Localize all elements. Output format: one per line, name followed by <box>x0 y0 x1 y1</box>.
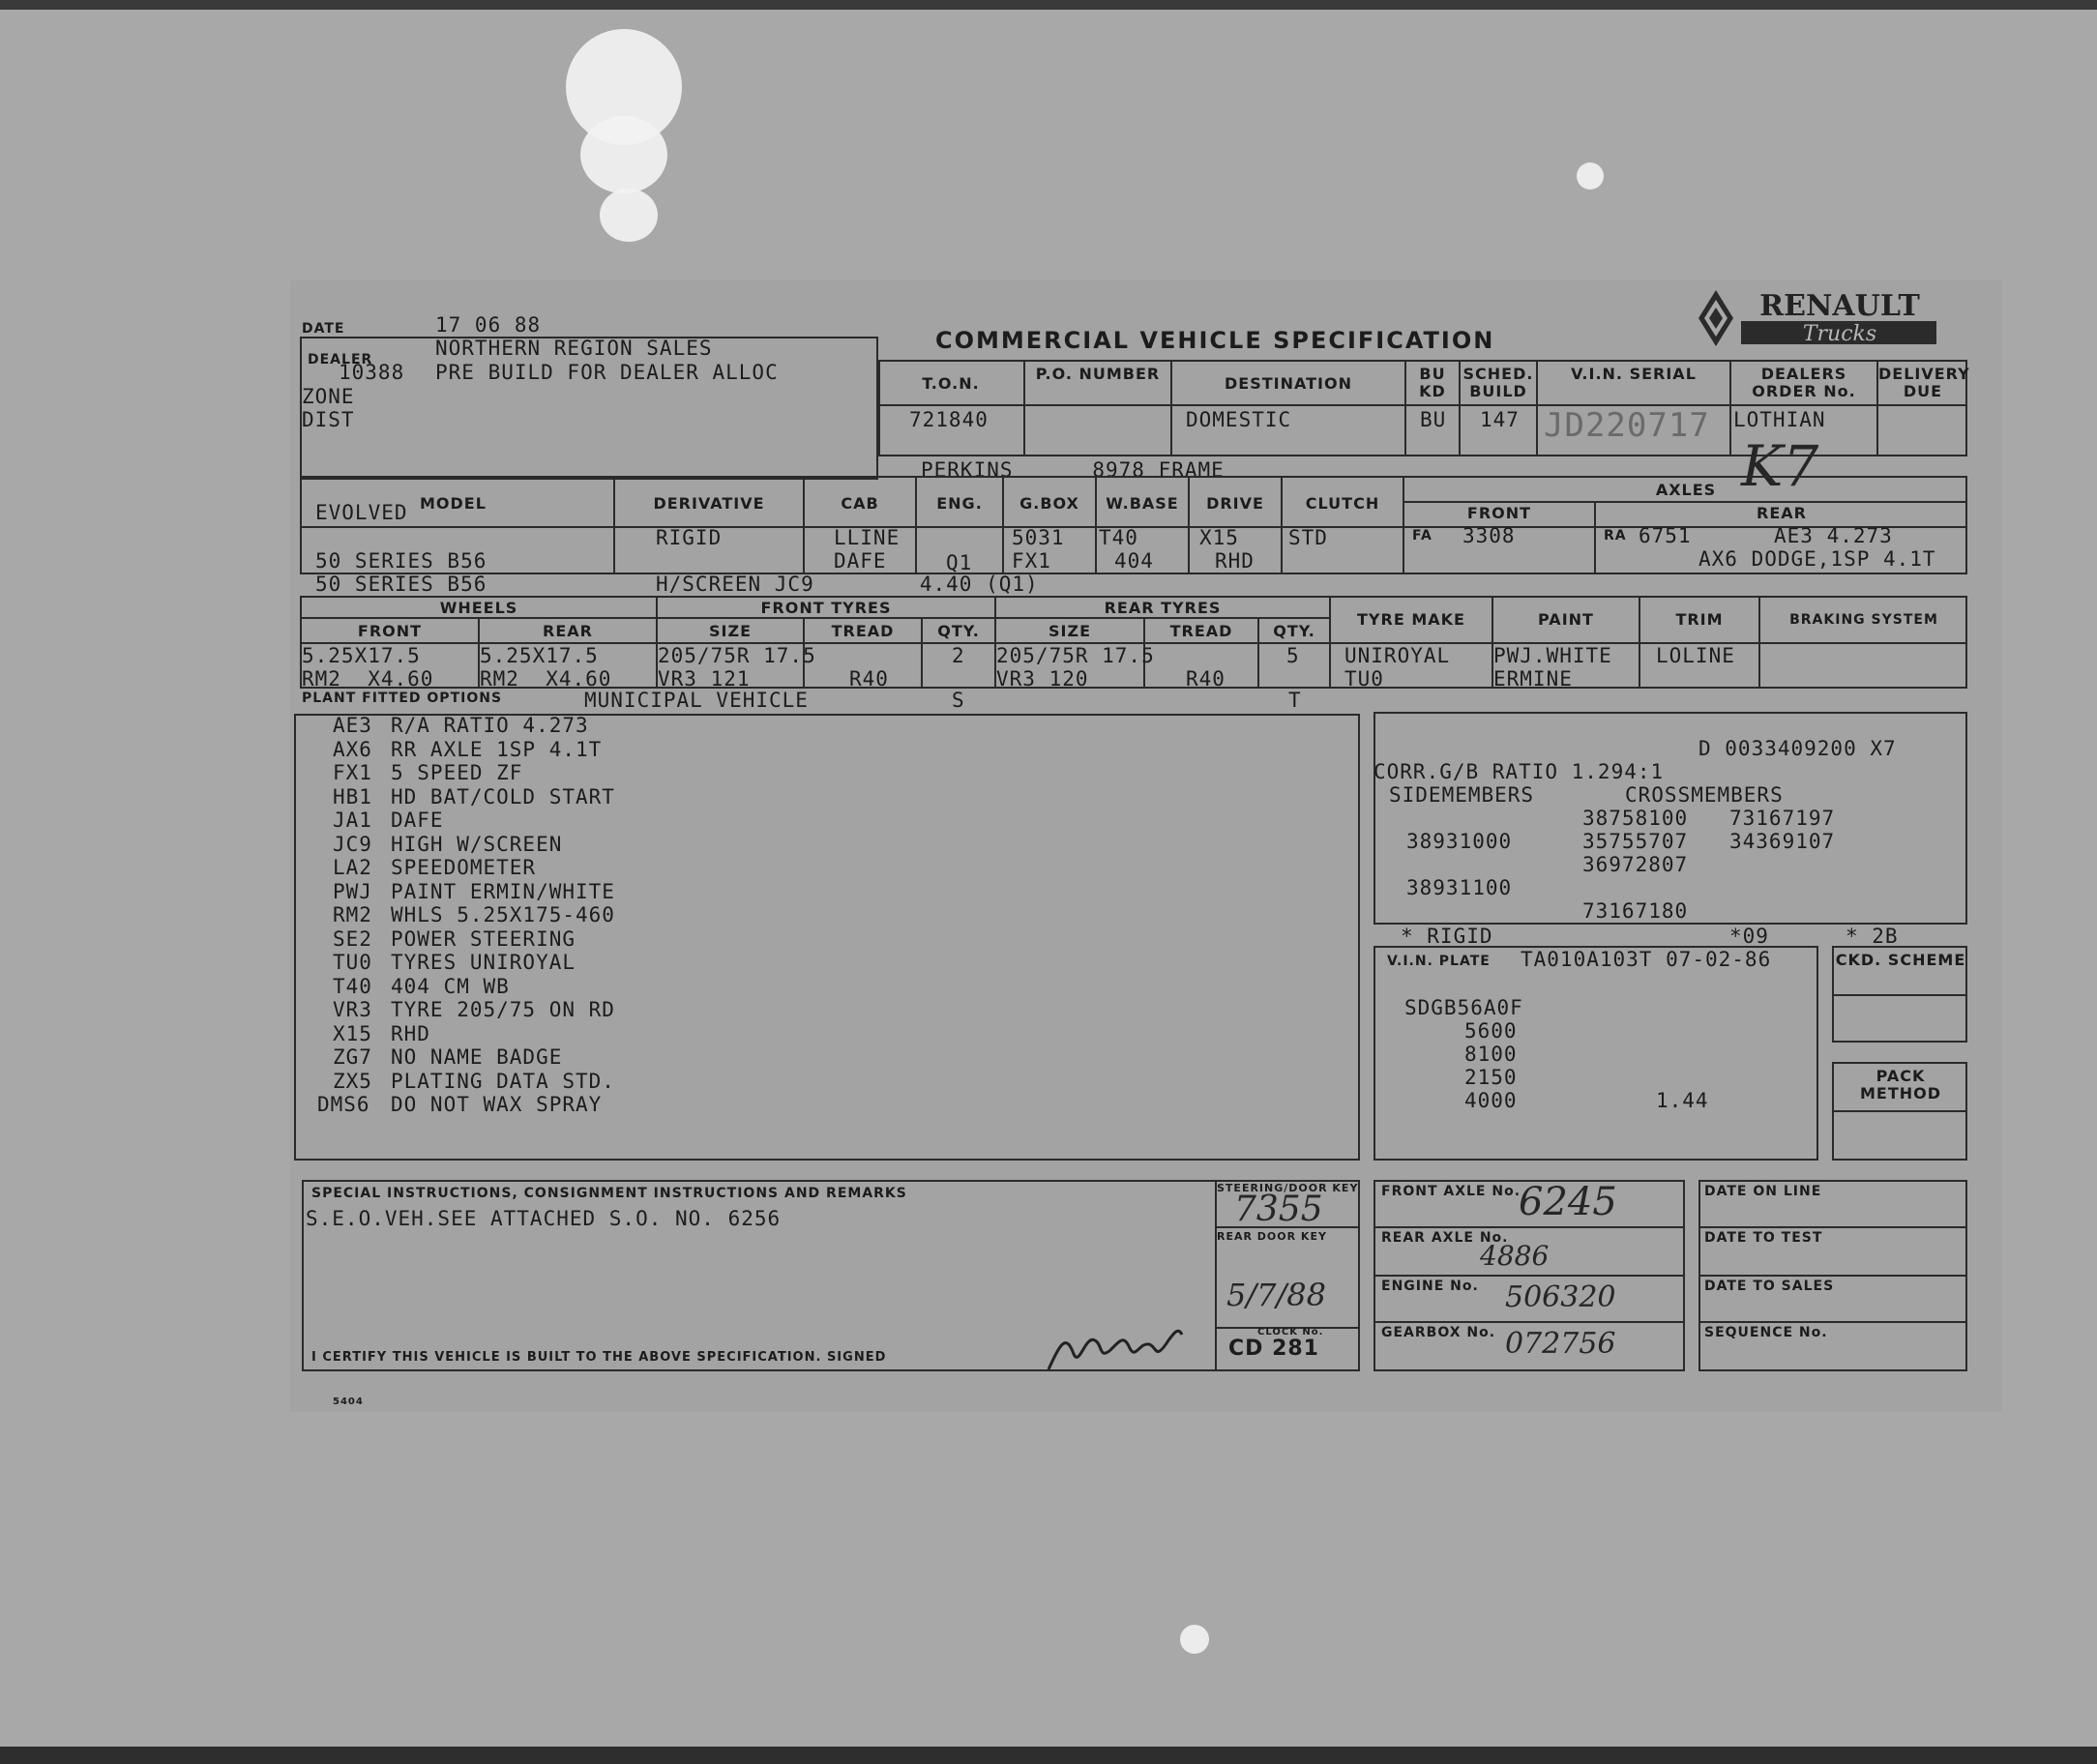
front-tyres-header: FRONT TYRES <box>760 599 892 617</box>
eng-value: Q1 <box>946 551 973 574</box>
rt-tread-header: TREAD <box>1169 622 1233 640</box>
fa-label: FA <box>1412 528 1432 544</box>
rear-axle-no-header: REAR AXLE No. <box>1381 1230 1509 1246</box>
crossmember-2: 73167197 <box>1729 807 1836 830</box>
derivative-header: DERIVATIVE <box>653 494 765 513</box>
tyre-make-header: TYRE MAKE <box>1357 610 1465 629</box>
rigid-mark: * RIGID <box>1401 925 1493 948</box>
vin-header: V.I.N. SERIAL <box>1571 365 1697 383</box>
option-description: TYRE 205/75 ON RD <box>391 998 615 1021</box>
ra-label: RA <box>1604 528 1627 544</box>
stain <box>1577 162 1604 190</box>
front-axle-no-value: 6245 <box>1519 1180 1617 1224</box>
sidemembers-header: SIDEMEMBERS <box>1389 783 1535 807</box>
stain <box>600 189 658 242</box>
option-description: DAFE <box>391 808 444 832</box>
dates-line <box>1698 1275 1967 1277</box>
date-to-test-header: DATE TO TEST <box>1704 1230 1823 1246</box>
sequence-no-header: SEQUENCE No. <box>1704 1325 1828 1340</box>
option-code: VR3 <box>333 998 372 1021</box>
option-code: AX6 <box>333 737 372 761</box>
col-line <box>803 476 805 574</box>
date-on-line-header: DATE ON LINE <box>1704 1184 1822 1199</box>
paint-header: PAINT <box>1538 610 1594 629</box>
option-code: TU0 <box>333 951 372 974</box>
option-description: WHLS 5.25X175-460 <box>391 903 615 926</box>
wheel-rear-header: REAR <box>543 622 593 640</box>
gbox-line2: FX1 <box>1012 549 1051 573</box>
steering-key-value: 7355 <box>1234 1190 1323 1229</box>
handwritten-annotation: K7 <box>1741 433 1819 499</box>
hscreen-line: H/SCREEN JC9 4.40 (Q1) <box>656 573 1039 596</box>
special-instructions-header: SPECIAL INSTRUCTIONS, CONSIGNMENT INSTRUCTIONS AND REMARKS <box>311 1186 907 1201</box>
trim-value: LOLINE <box>1656 644 1735 667</box>
po-header: P.O. NUMBER <box>1035 365 1161 383</box>
option-description: HIGH W/SCREEN <box>391 832 563 856</box>
axles-header: AXLES <box>1655 481 1717 499</box>
crossmember-6: 73167180 <box>1582 899 1689 923</box>
plate-ratio: 1.44 <box>1656 1089 1709 1112</box>
corr-ratio: CORR.G/B RATIO 1.294:1 <box>1373 760 1665 783</box>
drive-header: DRIVE <box>1206 494 1264 513</box>
order-header-line <box>878 404 1967 406</box>
dealers-order-value: LOTHIAN <box>1733 408 1826 431</box>
page-edge-top <box>0 0 2097 10</box>
date-to-sales-header: DATE TO SALES <box>1704 1279 1835 1294</box>
plate-weight-3: 2150 <box>1464 1066 1518 1089</box>
special-instructions-text: S.E.O.VEH.SEE ATTACHED S.O. NO. 6256 <box>306 1207 782 1230</box>
crossmember-5: 36972807 <box>1582 853 1689 876</box>
vin-plate-label: V.I.N. PLATE <box>1387 954 1491 969</box>
renault-diamond-icon <box>1698 290 1733 346</box>
rt-size-line1: 205/75R 17.5 <box>996 644 1155 667</box>
ft-qty-header: QTY. <box>937 622 980 640</box>
gbox-line1: 5031 <box>1012 526 1065 549</box>
tyre-make-line2: TU0 <box>1344 667 1384 691</box>
option-description: PLATING DATA STD. <box>391 1069 615 1093</box>
option-code: ZX5 <box>333 1069 372 1093</box>
plate-weight-1: 5600 <box>1464 1019 1518 1043</box>
vin-plate-code: SDGB56A0F <box>1404 996 1523 1019</box>
wheel-front-line2: RM2 X4.60 <box>302 667 434 691</box>
pack-method-header: PACK METHOD <box>1859 1067 1942 1102</box>
comp-line <box>1373 1226 1685 1228</box>
option-description: HD BAT/COLD START <box>391 784 615 808</box>
drive-line2: RHD <box>1215 549 1255 573</box>
rt-size-header: SIZE <box>1048 622 1091 640</box>
dealer-label: DEALER <box>308 352 373 368</box>
wheels-header: WHEELS <box>439 599 518 617</box>
svg-text:Trucks: Trucks <box>1802 322 1877 346</box>
star-2b: * 2B <box>1846 925 1899 948</box>
steering-key-header: STEERING/DOOR KEY <box>1217 1182 1359 1194</box>
clock-no-header: CLOCK No. <box>1257 1327 1324 1338</box>
sched-header: SCHED. BUILD <box>1462 365 1534 400</box>
engine-frame-line: PERKINS 8978 FRAME <box>921 458 1225 482</box>
option-description: NO NAME BADGE <box>391 1045 563 1069</box>
model-prefix: EVOLVED <box>315 501 408 524</box>
s-mark: S <box>952 689 965 712</box>
wheel-front-line1: 5.25X17.5 <box>302 644 421 667</box>
option-code: X15 <box>333 1021 372 1045</box>
option-description: 5 SPEED ZF <box>391 761 523 784</box>
cab-line2: DAFE <box>834 549 887 573</box>
sidemember-2: 38931100 <box>1406 876 1513 899</box>
front-axle-header: FRONT <box>1466 504 1532 522</box>
rear-axle-no-value: 4886 <box>1480 1240 1550 1272</box>
option-code: FX1 <box>333 761 372 784</box>
option-code: SE2 <box>333 926 372 951</box>
bukd-value: BU <box>1420 408 1447 431</box>
option-code: AE3 <box>333 714 372 737</box>
municipal-line: MUNICIPAL VEHICLE <box>584 689 809 712</box>
ae3-value: AE3 4.273 <box>1774 524 1893 547</box>
crossmember-1: 38758100 <box>1582 807 1689 830</box>
crossmember-4: 34369107 <box>1729 830 1836 853</box>
destination-header: DESTINATION <box>1225 374 1352 393</box>
zone-label: ZONE <box>302 385 355 408</box>
option-code: PWJ <box>333 879 372 903</box>
front-axle-no-header: FRONT AXLE No. <box>1381 1184 1521 1199</box>
handwritten-date: 5/7/88 <box>1226 1277 1326 1313</box>
col-line <box>1758 596 1760 689</box>
form-number: 5404 <box>333 1396 364 1407</box>
dates-line <box>1698 1321 1967 1323</box>
trim-header: TRIM <box>1675 610 1724 629</box>
option-description: PAINT ERMIN/WHITE <box>391 879 615 903</box>
ax6-value: AX6 DODGE,1SP 4.1T <box>1698 547 1936 571</box>
dealer-code: 10388 <box>339 361 405 384</box>
rear-tyres-header: REAR TYRES <box>1104 599 1222 617</box>
form-title: COMMERCIAL VEHICLE SPECIFICATION <box>935 327 1495 354</box>
option-description: POWER STEERING <box>391 926 576 951</box>
col-line <box>1188 476 1190 574</box>
plant-options-header: PLANT FITTED OPTIONS <box>302 691 503 706</box>
ckd-scheme-header: CKD. SCHEME <box>1835 951 1966 969</box>
rear-axle-header: REAR <box>1757 504 1807 522</box>
option-code: JA1 <box>333 808 372 832</box>
date-label: DATE <box>302 321 345 337</box>
vin-plate-value: TA010A103T 07-02-86 <box>1521 948 1772 971</box>
cab-header: CAB <box>841 494 879 513</box>
vin-serial-value: JD220717 <box>1544 406 1710 445</box>
t-mark: T <box>1288 689 1302 712</box>
wheel-rear-line1: 5.25X17.5 <box>480 644 599 667</box>
engine-no-header: ENGINE No. <box>1381 1279 1479 1294</box>
gearbox-no-value: 072756 <box>1505 1327 1616 1361</box>
ft-tread-header: TREAD <box>831 622 895 640</box>
cab-line1: LLINE <box>834 526 901 549</box>
rt-size-line2: VR3 120 <box>996 667 1089 691</box>
braking-header: BRAKING SYSTEM <box>1789 612 1938 628</box>
option-description: 404 CM WB <box>391 974 510 998</box>
wbase-header: W.BASE <box>1106 494 1179 513</box>
option-code: DMS6 <box>317 1093 370 1116</box>
eng-header: ENG. <box>936 494 983 513</box>
plate-weight-2: 8100 <box>1464 1043 1518 1066</box>
wbase-line2: 404 <box>1114 549 1154 573</box>
certify-text: I CERTIFY THIS VEHICLE IS BUILT TO THE ABOVE SPECIFICATION. SIGNED <box>311 1350 887 1365</box>
option-description: SPEEDOMETER <box>391 856 537 879</box>
dealers-order-header: DEALERS ORDER No. <box>1752 365 1856 400</box>
crossmembers-header: CROSSMEMBERS <box>1625 783 1784 807</box>
comp-line <box>1373 1275 1685 1277</box>
rt-qty-header: QTY. <box>1273 622 1315 640</box>
option-code: JC9 <box>333 832 372 856</box>
bukd-header: BU KD <box>1419 365 1446 400</box>
crossmember-3: 35755707 <box>1582 830 1689 853</box>
ckd-line <box>1832 994 1967 996</box>
vin-plate-box <box>1373 946 1818 1161</box>
option-description: DO NOT WAX SPRAY <box>391 1093 603 1116</box>
axles-sub-line <box>1403 501 1967 503</box>
engine-no-value: 506320 <box>1505 1280 1616 1314</box>
col-line <box>1281 476 1283 574</box>
dealer-name: NORTHERN REGION SALES <box>435 337 713 360</box>
col-line <box>915 476 917 574</box>
stain <box>1180 1625 1209 1654</box>
renault-trucks-logo <box>1698 288 1940 348</box>
delivery-header: DELIVERY DUE <box>1878 365 1970 400</box>
ft-size-line1: 205/75R 17.5 <box>658 644 816 667</box>
option-description: RHD <box>391 1021 430 1045</box>
col-line <box>1329 596 1331 689</box>
col-line <box>1170 360 1172 456</box>
clutch-value: STD <box>1288 526 1328 549</box>
sidemember-1: 38931000 <box>1406 830 1513 853</box>
ton-value: 721840 <box>909 408 989 431</box>
wheels-sub-line <box>300 617 1329 619</box>
option-description: RR AXLE 1SP 4.1T <box>391 737 603 761</box>
tyre-make-line1: UNIROYAL <box>1344 644 1451 667</box>
ft-tread-value: R40 <box>849 667 889 691</box>
wbase-line1: T40 <box>1099 526 1138 549</box>
ton-header: T.O.N. <box>922 374 980 393</box>
clock-no-value: CD 281 <box>1228 1337 1319 1361</box>
page-edge-bottom <box>0 1747 2097 1764</box>
date-value: 17 06 88 <box>435 313 542 337</box>
paint-line1: PWJ.WHITE <box>1493 644 1612 667</box>
destination-value: DOMESTIC <box>1186 408 1292 431</box>
paint-line2: ERMINE <box>1493 667 1573 691</box>
derivative-value: RIGID <box>656 526 723 549</box>
option-code: ZG7 <box>333 1045 372 1069</box>
clutch-header: CLUTCH <box>1305 494 1380 513</box>
model-header: MODEL <box>420 494 487 513</box>
option-code: RM2 <box>333 903 372 926</box>
option-code: LA2 <box>333 856 372 879</box>
col-line <box>1095 476 1097 574</box>
model-line2: 50 SERIES B56 <box>315 573 487 596</box>
gearbox-no-header: GEARBOX No. <box>1381 1325 1496 1340</box>
gbox-header: G.BOX <box>1019 494 1079 513</box>
option-description: R/A RATIO 4.273 <box>391 714 589 737</box>
col-line <box>613 476 615 574</box>
pack-line <box>1832 1110 1967 1112</box>
rear-door-key-header: REAR DOOR KEY <box>1217 1230 1327 1243</box>
wheel-front-header: FRONT <box>357 622 423 640</box>
model-line1: 50 SERIES B56 <box>315 549 487 573</box>
dates-line <box>1698 1226 1967 1228</box>
rt-qty-value: 5 <box>1286 644 1300 667</box>
comp-line <box>1373 1321 1685 1323</box>
col-line <box>1002 476 1004 574</box>
option-code: T40 <box>333 974 372 998</box>
fa-value: 3308 <box>1462 524 1516 547</box>
ft-size-header: SIZE <box>708 622 752 640</box>
dist-label: DIST <box>302 408 355 431</box>
drive-line1: X15 <box>1199 526 1239 549</box>
star-09: *09 <box>1729 925 1769 948</box>
sched-value: 147 <box>1480 408 1520 431</box>
ft-size-line2: VR3 121 <box>658 667 751 691</box>
d-line: D 0033409200 X7 <box>1698 737 1897 760</box>
svg-text:RENAULT: RENAULT <box>1759 289 1920 323</box>
signature-image <box>1041 1306 1186 1377</box>
option-code: HB1 <box>333 784 372 808</box>
ra-value: 6751 <box>1639 524 1692 547</box>
dealer-note: PRE BUILD FOR DEALER ALLOC <box>435 361 779 384</box>
col-line <box>1639 596 1640 689</box>
option-description: TYRES UNIROYAL <box>391 951 576 974</box>
stain <box>580 116 667 193</box>
ft-qty-value: 2 <box>952 644 965 667</box>
plate-weight-4: 4000 <box>1464 1089 1518 1112</box>
wheel-rear-line2: RM2 X4.60 <box>480 667 612 691</box>
rt-tread-value: R40 <box>1186 667 1226 691</box>
